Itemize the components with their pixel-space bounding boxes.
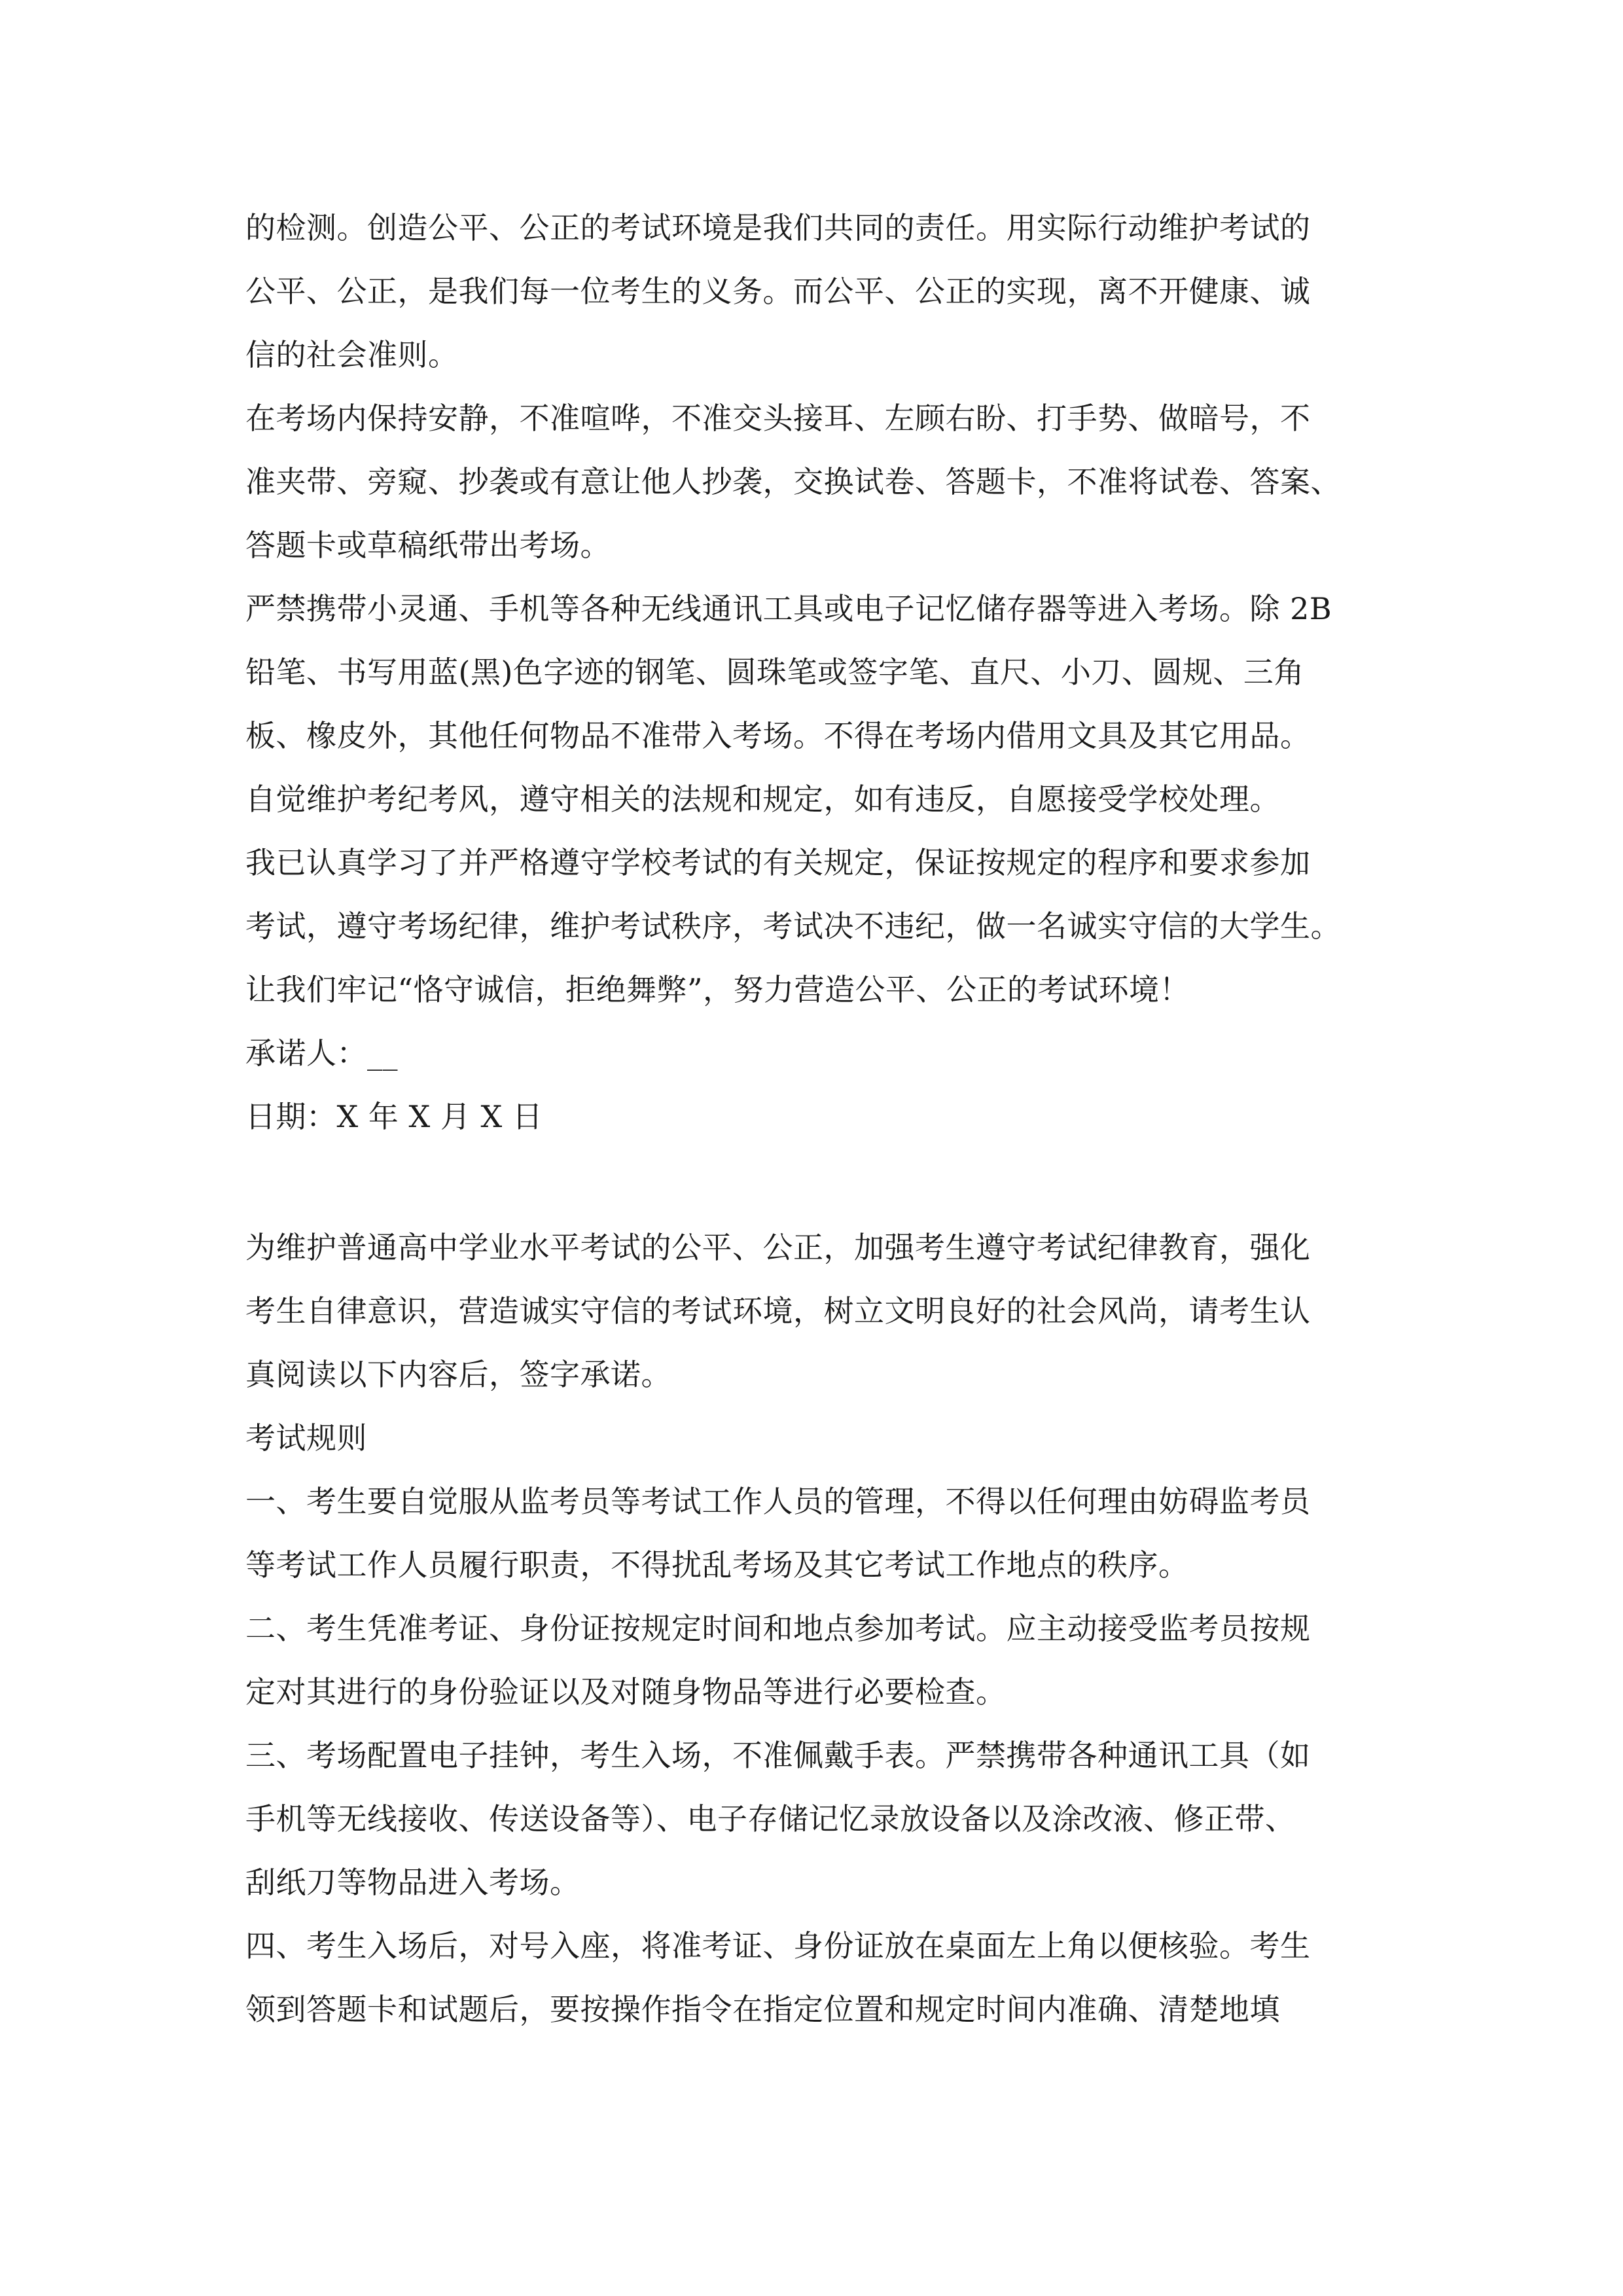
rule-line: 刮纸刀等物品进入考场。 bbox=[245, 1865, 580, 1900]
date-line: 日期：X 年 X 月 X 日 bbox=[245, 1099, 543, 1134]
pledge-line: 板、橡皮外，其他任何物品不准带入考场。不得在考场内借用文具及其它用品。 bbox=[245, 718, 1311, 753]
rule-line: 四、考生入场后，对号入座，将准考证、身份证放在桌面左上角以便核验。考生 bbox=[245, 1928, 1311, 1964]
rule-line: 定对其进行的身份验证以及对随身物品等进行必要检查。 bbox=[245, 1674, 1007, 1710]
pledge-line: 让我们牢记“恪守诚信，拒绝舞弊”，努力营造公平、公正的考试环境！ bbox=[245, 972, 1190, 1007]
pledge-line: 公平、公正，是我们每一位考生的义务。而公平、公正的实现，离不开健康、诚 bbox=[245, 274, 1311, 309]
intro-line: 考生自律意识，营造诚实守信的考试环境，树立文明良好的社会风尚，请考生认 bbox=[245, 1293, 1311, 1329]
intro-line: 为维护普通高中学业水平考试的公平、公正，加强考生遵守考试纪律教育，强化 bbox=[245, 1230, 1311, 1265]
rule-line: 领到答题卡和试题后，要按操作指令在指定位置和规定时间内准确、清楚地填 bbox=[245, 1992, 1280, 2027]
intro-line: 真阅读以下内容后，签字承诺。 bbox=[245, 1357, 671, 1392]
pledge-line: 在考场内保持安静，不准喧哗，不准交头接耳、左顾右盼、打手势、做暗号，不 bbox=[245, 401, 1311, 436]
pledge-line: 答题卡或草稿纸带出考场。 bbox=[245, 528, 611, 563]
rules-heading: 考试规则 bbox=[245, 1420, 367, 1456]
rule-line: 手机等无线接收、传送设备等）、电子存储记忆录放设备以及涂改液、修正带、 bbox=[245, 1801, 1296, 1837]
rule-line: 三、考场配置电子挂钟，考生入场，不准佩戴手表。严禁携带各种通讯工具（如 bbox=[245, 1738, 1311, 1773]
pledge-line: 铅笔、书写用蓝(黑)色字迹的钢笔、圆珠笔或签字笔、直尺、小刀、圆规、三角 bbox=[245, 655, 1304, 690]
rule-line: 二、考生凭准考证、身份证按规定时间和地点参加考试。应主动接受监考员按规 bbox=[245, 1611, 1311, 1646]
rule-line: 等考试工作人员履行职责，不得扰乱考场及其它考试工作地点的秩序。 bbox=[245, 1547, 1189, 1583]
pledge-line: 我已认真学习了并严格遵守学校考试的有关规定，保证按规定的程序和要求参加 bbox=[245, 845, 1311, 880]
pledge-line: 严禁携带小灵通、手机等各种无线通讯工具或电子记忆储存器等进入考场。除 2B bbox=[245, 591, 1332, 626]
pledge-line: 信的社会准则。 bbox=[245, 337, 459, 372]
pledge-line: 的检测。创造公平、公正的考试环境是我们共同的责任。用实际行动维护考试的 bbox=[245, 210, 1311, 245]
signer-line: 承诺人：__ bbox=[245, 1035, 398, 1071]
pledge-line: 自觉维护考纪考风，遵守相关的法规和规定，如有违反，自愿接受学校处理。 bbox=[245, 781, 1280, 817]
pledge-line: 考试，遵守考场纪律，维护考试秩序，考试决不违纪，做一名诚实守信的大学生。 bbox=[245, 908, 1341, 944]
pledge-line: 准夹带、旁窥、抄袭或有意让他人抄袭，交换试卷、答题卡，不准将试卷、答案、 bbox=[245, 464, 1341, 499]
exam-rules-text bbox=[245, 1216, 1384, 2041]
exam-pledge-text bbox=[245, 196, 1384, 1149]
rule-line: 一、考生要自觉服从监考员等考试工作人员的管理，不得以任何理由妨碍监考员 bbox=[245, 1484, 1311, 1519]
